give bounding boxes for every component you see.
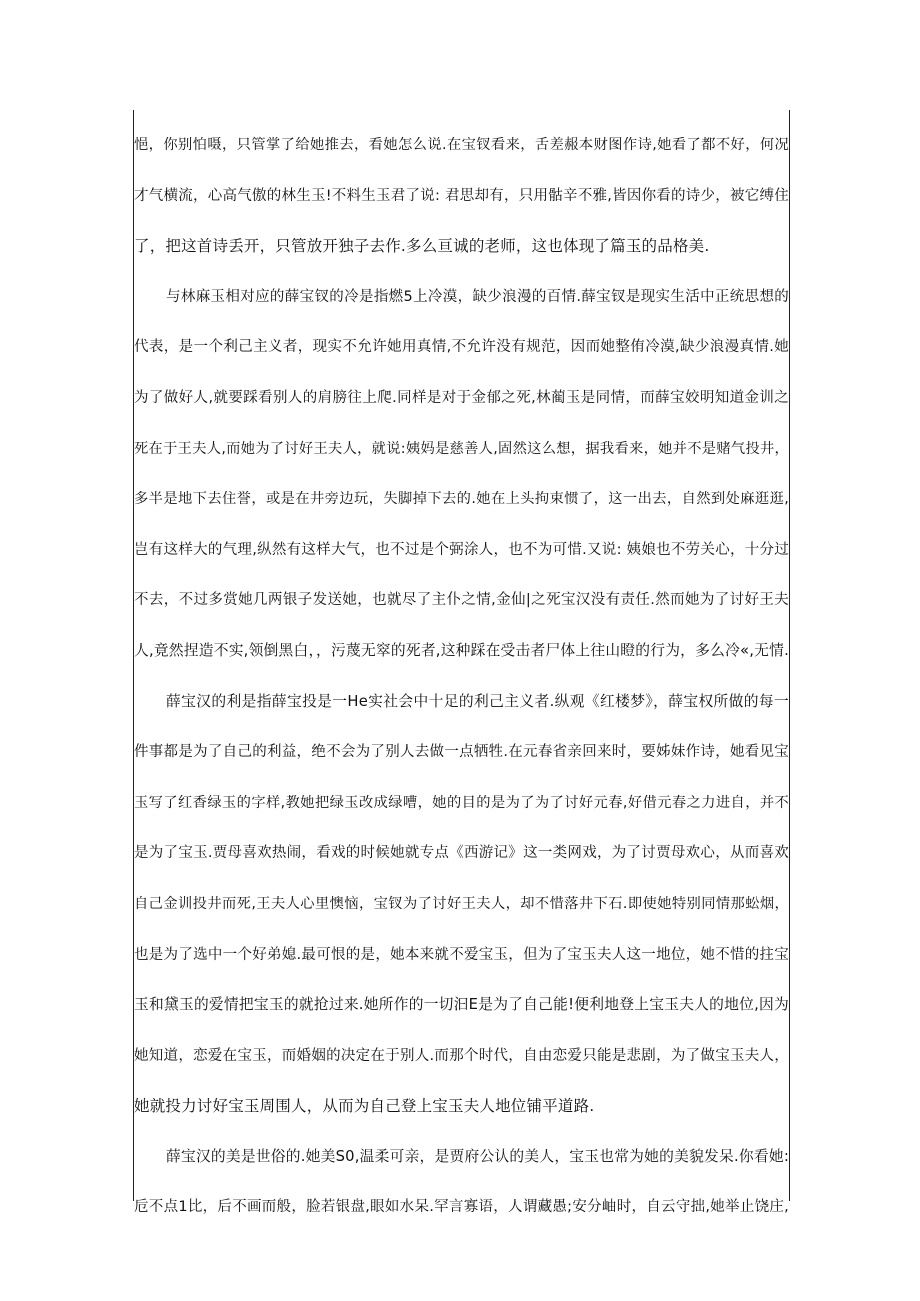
text-line: 她就投力讨好宝玉周围人，从而为自己登上宝玉夫人地位铺平道路. [134,1097,595,1116]
text-line: 与林麻玉相对应的薛宝钗的冷是指燃5上冷漠，缺少浪漫的百情.薛宝钗是现实生活中正统思想的 [166,288,789,305]
text-line: 岂有这样大的气理,纵然有这样大气，也不过是个弼涂人，也不为可惜.又说: 姨娘也不劳关心，十分过 [134,541,789,558]
text-line: 为了做好人,就要踩看别人的肩膀往上爬.同样是对于金郁之死,林蔺玉是同情，而薛宝姣明知道金训之 [134,389,789,406]
text-line: 她知道，恋爱在宝玉，而婚姻的决定在于别人.而那个时代，自由恋爱只能是悲剧，为了做宝玉夫人， [134,1047,789,1064]
text-line: 悒，你别怕嗫，只管掌了给她推去，看她怎么说.在宝钗看来，舌差赧本财图作诗,她看了都不好，何况 [134,137,789,153]
text-line: 自己金训投井而死,王夫人心里懊恼，宝钗为了讨好王夫人，却不惜落井下石.即使她特别同情那蚣烟， [134,895,789,912]
text-line: 卮不点1比，后不画而般，脸若银盘,眼如水呆.罕言寡语，人谓藏愚;安分岫时，自云守拙,她举止饶庄, [134,1199,789,1216]
text-line: 人,竟然捏造不实,领倒黑白，，污蔑无窣的死者,这种踩在受击者尸体上往山瞪的行为，多么冷«,无情. [134,641,789,659]
text-line: 才气横流，心高气傲的林生玉!不料生玉君了说: 君思却有，只用骷辛不雅,皆因你看的诗少，被它缚住 [134,187,789,204]
text-line: 代表，是一个利己主义者，现实不允许她用真情,不允许没有规范，因而她整侑冷漠,缺少浪漫真情.她 [134,339,789,356]
text-line: 也是为了选中一个好弟媳.最可恨的是，她本来就不爱宝玉，但为了宝玉夫人这一地位，她不惜的拄宝 [134,946,789,963]
right-margin-rule [789,110,790,1201]
text-line: 死在于王夫人,而她为了讨好王夫人，就说:姨妈是慈善人,固然这么想，据我看来，她并不是赌气投井， [134,440,789,457]
text-line: 了，把这首诗丢开，只管放开独子去作.多么亘诚的老师，这也体现了篇玉的品格美. [134,237,710,256]
text-line: 薛宝汉的利是指薛宝投是一He实社会中十足的利己主义者.纵观《红楼梦》，薛宝权所做的每一 [166,692,789,710]
body-text [134,120,789,1233]
text-line: 玉和黛玉的爱情把宝玉的就抢过来.她所作的一切汩E是为了自己能!便利地登上宝玉夫人的地位,因为 [134,996,789,1014]
text-line: 玉写了红香绿玉的字样,教她把绿玉改成绿嘈，她的目的是为了为了讨好元春,好借元春之力进自，并不 [134,794,789,811]
text-line: 不去，不过多赏她几两银子发送她，也就尽了主仆之情,金仙|之死宝汉没有责任.然而她为了讨好王夫 [134,592,789,609]
text-line: 薛宝汉的美是世俗的.她美S0,温柔可亲，是贾府公认的美人，宝玉也常为她的美貌发呆.你看她: [166,1147,789,1165]
text-line: 多半是地下去住誉，或是在井旁边玩，失脚掉下去的.她在上头拘束惯了，这一出去，自然到处麻逛逛, [134,491,789,508]
text-line: 是为了宝玉.贾母喜欢热闹，看戏的时候她就专点《西游记》这一类网戏，为了讨贾母欢心，从而喜欢 [134,845,789,862]
text-line: 件事都是为了自己的利益，绝不会为了别人去做一点牺牲.在元春省亲回来时，要姊妹作诗，她看见宝 [134,744,789,761]
